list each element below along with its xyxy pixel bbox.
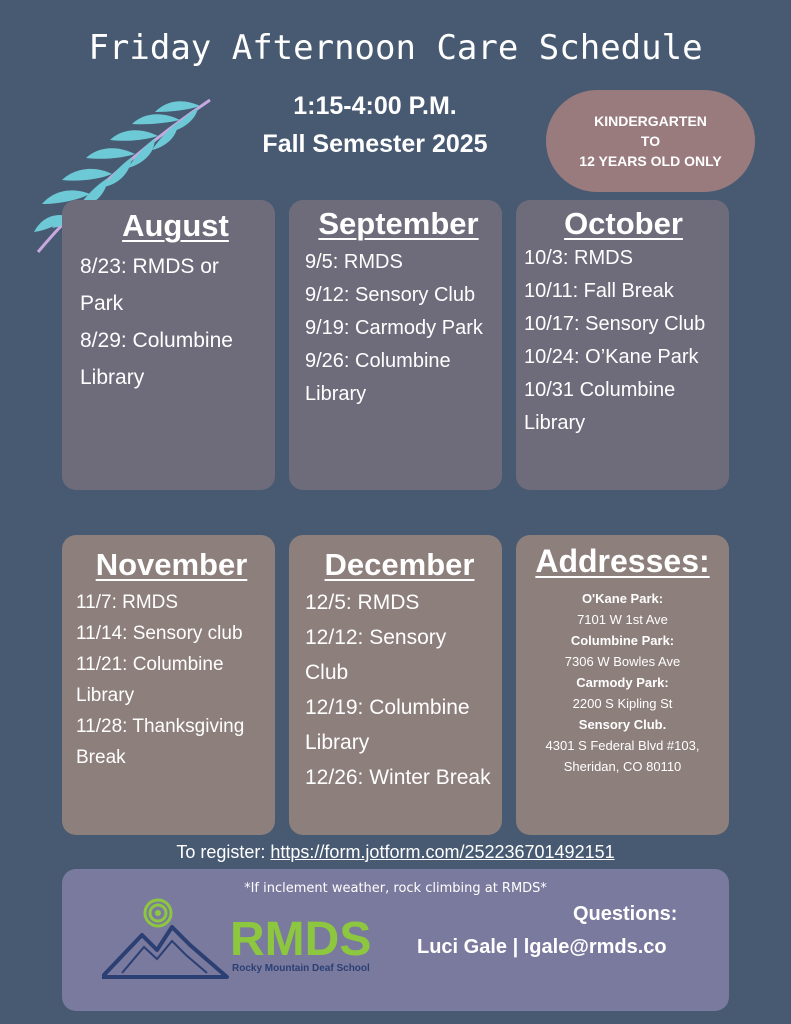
schedule-item: 11/14: Sensory club: [76, 623, 243, 644]
rmds-logo: [102, 895, 392, 985]
address-label: Sensory Club.: [578, 717, 667, 732]
addresses-card: [516, 535, 729, 835]
address-value: 4301 S Federal Blvd #103,: [545, 738, 700, 753]
address-value: 7306 W Bowles Ave: [564, 654, 681, 669]
contact-info: Luci Gale | lgale@rmds.co: [417, 936, 667, 958]
schedule-item: 8/23: RMDS or Park: [80, 255, 219, 315]
addresses-title: Addresses:: [535, 543, 710, 579]
schedule-item: 10/3: RMDS: [524, 247, 633, 269]
month-card-october: [516, 200, 729, 490]
month-title: September: [318, 206, 479, 241]
questions-label: Questions:: [573, 903, 678, 925]
schedule-item: 10/31 Columbine Library: [524, 379, 676, 434]
schedule-item: 9/5: RMDS: [305, 251, 403, 273]
age-line: KINDERGARTEN: [594, 113, 707, 129]
month-card-december: [289, 535, 502, 835]
register-prefix: To register:: [176, 842, 271, 862]
month-card-november: [62, 535, 275, 835]
month-title: August: [122, 208, 229, 243]
schedule-item: 9/19: Carmody Park: [305, 317, 483, 339]
schedule-item: 11/28: Thanksgiving Break: [76, 716, 245, 768]
time-range: 1:15-4:00 P.M.: [293, 92, 457, 120]
schedule-item: 10/17: Sensory Club: [524, 313, 706, 335]
month-title: November: [95, 547, 248, 582]
schedule-item: 9/12: Sensory Club: [305, 284, 476, 306]
month-card-august: [62, 200, 275, 490]
address-value: 7101 W 1st Ave: [577, 612, 668, 627]
age-requirement-badge: [546, 90, 755, 192]
address-label: O'Kane Park:: [581, 591, 664, 606]
schedule-item: 10/24: O’Kane Park: [524, 346, 699, 368]
schedule-item: 12/26: Winter Break: [305, 766, 491, 789]
page-title: Friday Afternoon Care Schedule: [88, 28, 703, 68]
schedule-item: 10/11: Fall Break: [524, 280, 674, 302]
schedule-item: 12/19: Columbine Library: [305, 696, 470, 754]
month-title: December: [324, 547, 475, 582]
schedule-item: 11/7: RMDS: [76, 592, 179, 613]
logo-wordmark: RMDS: [230, 913, 372, 966]
logo-subtext: Rocky Mountain Deaf School: [232, 963, 370, 974]
month-card-september: [289, 200, 502, 490]
address-label: Carmody Park:: [576, 675, 669, 690]
schedule-item: 9/26: Columbine Library: [305, 350, 451, 405]
age-line: TO: [640, 133, 661, 149]
address-value: Sheridan, CO 80110: [563, 759, 682, 774]
schedule-item: 12/12: Sensory Club: [305, 626, 447, 684]
registration-line: [0, 842, 791, 863]
footer-panel: [62, 869, 729, 1011]
schedule-item: 8/29: Columbine Library: [80, 329, 233, 389]
month-title: October: [564, 206, 683, 241]
register-link[interactable]: https://form.jotform.com/252236701492151: [270, 842, 615, 862]
address-value: 2200 S Kipling St: [572, 696, 673, 711]
address-label: Columbine Park:: [570, 633, 675, 648]
weather-note: *If inclement weather, rock climbing at RMDS*: [244, 881, 547, 896]
semester-label: Fall Semester 2025: [262, 130, 488, 158]
age-line: 12 YEARS OLD ONLY: [579, 153, 722, 169]
schedule-item: 12/5: RMDS: [305, 591, 420, 614]
schedule-item: 11/21: Columbine Library: [76, 654, 224, 706]
